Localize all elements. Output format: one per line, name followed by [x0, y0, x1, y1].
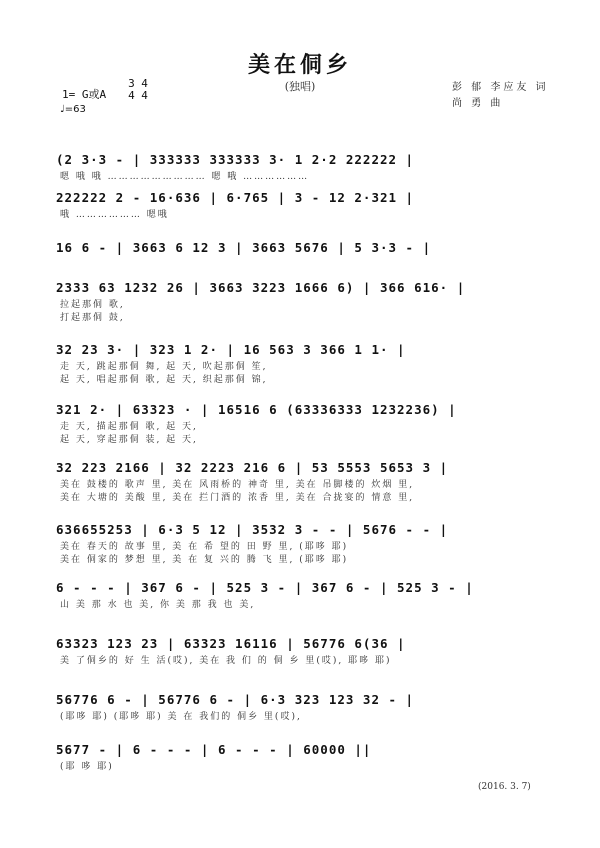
composer-credit: 尚 勇 曲 — [452, 98, 504, 109]
composition-date: (2016. 3. 7) — [478, 782, 531, 792]
notation-line: 32 223 2166 | 32 2223 216 6 | 53 5553 5653 3 | — [56, 460, 449, 475]
lyric-line: 哦 ……………… 嗯哦 — [60, 210, 169, 220]
notation-line: 321 2· | 63323 · | 16516 6 (63336333 1232236) | — [56, 402, 457, 417]
key-signature: 1= G或A — [62, 88, 107, 101]
lyric-line: 美在 侗家的 梦想 里, 美 在 复 兴的 腾 飞 里, (耶哆 耶) — [60, 555, 349, 565]
notation-line: 636655253 | 6·3 5 12 | 3532 3 - - | 5676 - - | — [56, 522, 449, 537]
lyric-line: 美在 鼓楼的 歌声 里, 美在 风雨桥的 神奇 里, 美在 吊脚楼的 炊烟 里, — [60, 480, 415, 490]
notation-line: 63323 123 23 | 63323 16116 | 56776 6(36 | — [56, 636, 406, 651]
meter-top: 3 4 — [128, 77, 148, 90]
credits — [452, 80, 549, 112]
lyric-line: 打起那侗 鼓, — [60, 313, 125, 323]
lyric-line: 美在 大塘的 美酸 里, 美在 拦门酒的 浓香 里, 美在 合拢宴的 情意 里, — [60, 493, 415, 503]
lyric-line: 嗯 哦 哦 ……………………… 嗯 哦 ……………… — [60, 172, 310, 182]
lyric-line: 拉起那侗 歌, — [60, 300, 125, 310]
meter-bottom: 4 4 — [128, 89, 148, 102]
lyricist-credit: 彭 郁 李应友 词 — [452, 82, 549, 93]
lyric-line: 美在 春天的 故事 里, 美 在 希 望的 田 野 里, (耶哆 耶) — [60, 542, 349, 552]
notation-line: (2 3·3 - | 333333 333333 3· 1 2·2 222222 | — [56, 152, 415, 167]
notation-line: 56776 6 - | 56776 6 - | 6·3 323 123 32 - | — [56, 692, 415, 707]
notation-line: 2333 63 1232 26 | 3663 3223 1666 6) | 366 616· | — [56, 280, 466, 295]
lyric-line: 走 天, 描起那侗 歌, 起 天, — [60, 422, 198, 432]
notation-line: 5677 - | 6 - - - | 6 - - - | 60000 || — [56, 742, 372, 757]
tempo-marking: ♩=63 — [60, 104, 86, 115]
notation-line: 6 - - - | 367 6 - | 525 3 - | 367 6 - | 525 3 - | — [56, 580, 474, 595]
lyric-line: (耶 哆 耶) — [60, 762, 114, 772]
song-title: 美在侗乡 — [247, 53, 352, 78]
lyric-line: 山 美 那 水 也 美, 你 美 那 我 也 美, — [60, 600, 256, 610]
time-signature — [118, 78, 158, 102]
notation-line: 222222 2 - 16·636 | 6·765 | 3 - 12 2·321 | — [56, 190, 415, 205]
notation-line: 32 23 3· | 323 1 2· | 16 563 3 366 1 1· | — [56, 342, 406, 357]
notation-line: 16 6 - | 3663 6 12 3 | 3663 5676 | 5 3·3 - | — [56, 240, 432, 255]
lyric-line: 起 天, 唱起那侗 歌, 起 天, 织起那侗 锦, — [60, 375, 268, 385]
song-subtitle: (独唱) — [284, 80, 316, 93]
lyric-line: 起 天, 穿起那侗 装, 起 天, — [60, 435, 198, 445]
lyric-line: 美 了侗乡的 好 生 活(哎), 美在 我 们 的 侗 乡 里(哎), 耶哆 耶) — [60, 656, 392, 666]
lyric-line: 走 天, 跳起那侗 舞, 起 天, 吹起那侗 笙, — [60, 362, 268, 372]
lyric-line: (耶哆 耶) (耶哆 耶) 美 在 我们的 侗乡 里(哎), — [60, 712, 302, 722]
